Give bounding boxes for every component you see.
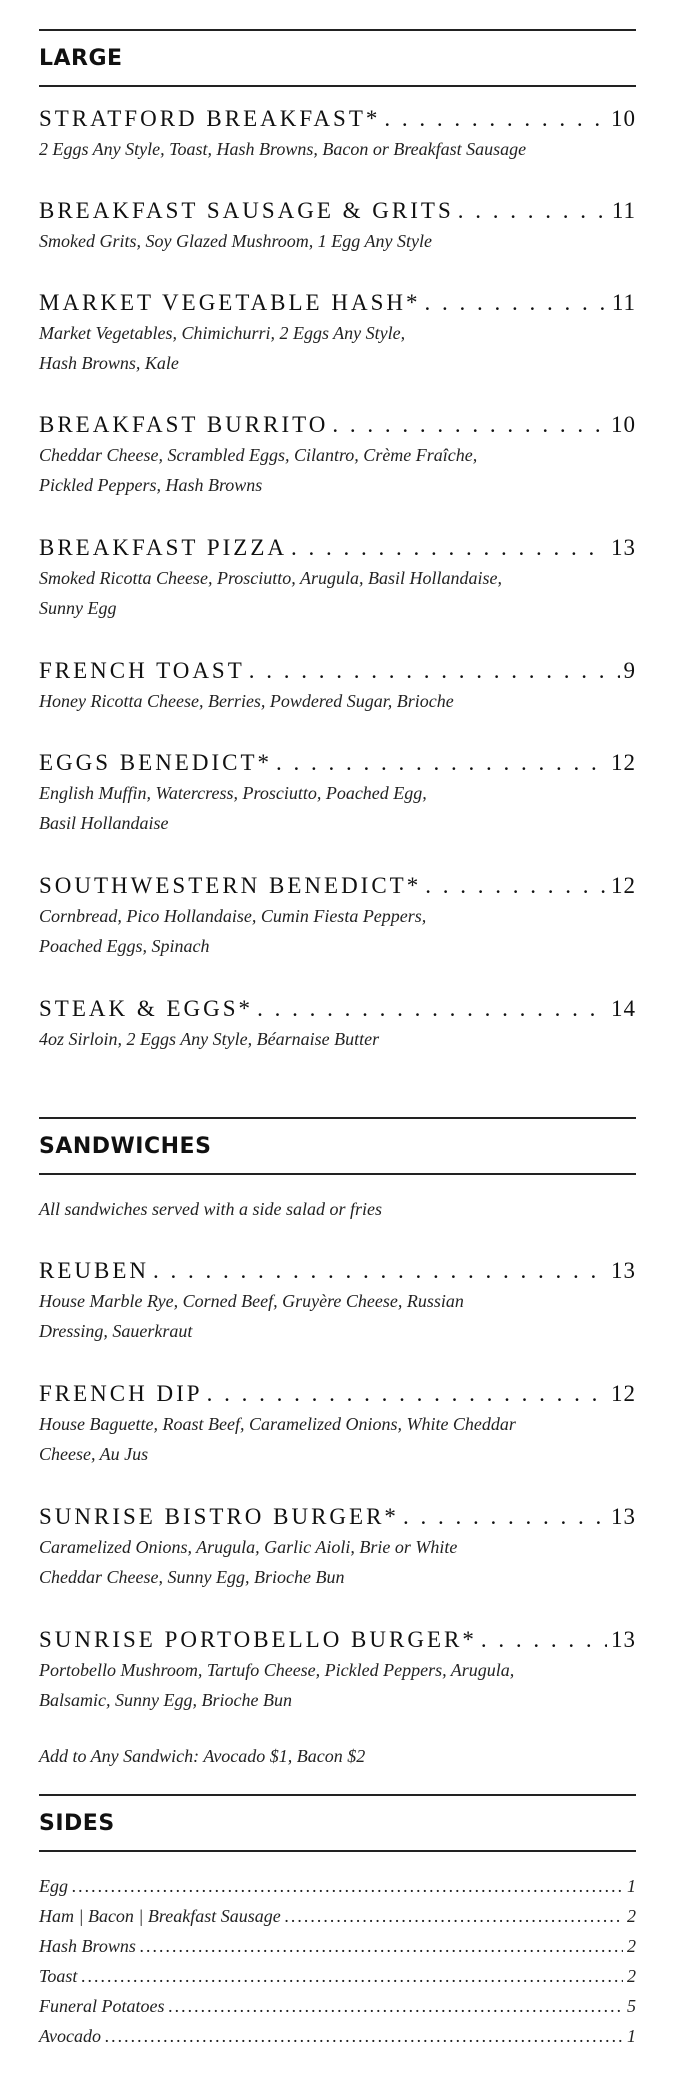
sandwich-addon-note: Add to Any Sandwich: Avocado $1, Bacon $2 <box>39 1746 366 1766</box>
side-name: Avocado <box>39 2026 101 2046</box>
section-header <box>39 29 636 87</box>
sandwich-note: All sandwiches served with a side salad or fries <box>39 1199 382 1219</box>
dot-leader <box>207 1381 607 1407</box>
item-description: Smoked Ricotta Cheese, Prosciutto, Arugula, Basil Hollandaise, Sunny Egg <box>39 568 502 618</box>
menu-item <box>39 1258 636 1346</box>
item-price: 10 <box>611 106 636 131</box>
menu-item <box>39 750 636 838</box>
dot-leader <box>285 1901 623 1931</box>
item-description: Market Vegetables, Chimichurri, 2 Eggs Any Style, Hash Browns, Kale <box>39 323 406 373</box>
dot-leader <box>332 412 607 438</box>
menu-item <box>39 535 636 623</box>
dot-leader <box>257 996 607 1022</box>
list-item <box>39 2021 636 2051</box>
dot-leader <box>384 106 607 132</box>
item-price: 12 <box>611 1381 636 1406</box>
item-description: English Muffin, Watercress, Prosciutto, Poached Egg, Basil Hollandaise <box>39 783 427 833</box>
dot-leader <box>249 658 620 684</box>
item-description: House Marble Rye, Corned Beef, Gruyère Cheese, Russian Dressing, Sauerkraut <box>39 1291 464 1341</box>
item-name: FRENCH TOAST <box>39 658 245 683</box>
menu-item <box>39 412 636 500</box>
item-price: 9 <box>623 658 636 683</box>
item-name: FRENCH DIP <box>39 1381 203 1406</box>
dot-leader <box>276 750 607 776</box>
item-name: STEAK & EGGS* <box>39 996 254 1021</box>
side-name: Ham | Bacon | Breakfast Sausage <box>39 1906 281 1926</box>
item-name: SUNRISE BISTRO BURGER* <box>39 1504 399 1529</box>
side-price: 1 <box>627 2026 636 2046</box>
sides-list <box>39 1871 636 2051</box>
item-name: REUBEN <box>39 1258 149 1283</box>
item-description: Cornbread, Pico Hollandaise, Cumin Fiesta Peppers, Poached Eggs, Spinach <box>39 906 427 956</box>
menu-item <box>39 1504 636 1592</box>
item-name: MARKET VEGETABLE HASH* <box>39 290 421 315</box>
side-name: Hash Browns <box>39 1936 136 1956</box>
list-item <box>39 1901 636 1931</box>
item-price: 13 <box>611 1627 636 1652</box>
dot-leader <box>481 1627 607 1653</box>
dot-leader <box>424 290 607 316</box>
dot-leader <box>403 1504 607 1530</box>
item-description: Honey Ricotta Cheese, Berries, Powdered Sugar, Brioche <box>39 691 454 711</box>
menu-item <box>39 198 636 256</box>
list-item <box>39 1991 636 2021</box>
section-title: SIDES <box>39 1810 115 1836</box>
list-item <box>39 1961 636 1991</box>
item-description: Portobello Mushroom, Tartufo Cheese, Pickled Peppers, Arugula, Balsamic, Sunny Egg, Brioche Bun <box>39 1660 515 1710</box>
item-description: 4oz Sirloin, 2 Eggs Any Style, Béarnaise Butter <box>39 1029 380 1049</box>
menu-item <box>39 290 636 378</box>
section-sandwiches <box>39 1117 636 1175</box>
section-sides <box>39 1794 636 1852</box>
item-description: Cheddar Cheese, Scrambled Eggs, Cilantro, Crème Fraîche, Pickled Peppers, Hash Browns <box>39 445 478 495</box>
side-price: 1 <box>627 1876 636 1896</box>
dot-leader <box>140 1931 623 1961</box>
menu-item <box>39 1381 636 1469</box>
item-name: BREAKFAST BURRITO <box>39 412 329 437</box>
dot-leader <box>72 1871 623 1901</box>
side-name: Funeral Potatoes <box>39 1996 165 2016</box>
dot-leader <box>425 873 607 899</box>
item-name: SOUTHWESTERN BENEDICT* <box>39 873 422 898</box>
item-name: BREAKFAST PIZZA <box>39 535 287 560</box>
item-name: SUNRISE PORTOBELLO BURGER* <box>39 1627 477 1652</box>
dot-leader <box>458 198 608 224</box>
section-header <box>39 1794 636 1852</box>
dot-leader <box>153 1258 607 1284</box>
menu-item <box>39 658 636 716</box>
section-title: SANDWICHES <box>39 1133 212 1159</box>
section-title: LARGE <box>39 45 123 71</box>
list-item <box>39 1871 636 1901</box>
section-header <box>39 1117 636 1175</box>
item-name: EGGS BENEDICT* <box>39 750 273 775</box>
section-large <box>39 29 636 87</box>
side-price: 2 <box>627 1966 636 1986</box>
dot-leader <box>168 1991 623 2021</box>
item-description: House Baguette, Roast Beef, Caramelized Onions, White Cheddar Cheese, Au Jus <box>39 1414 516 1464</box>
item-price: 11 <box>611 198 636 223</box>
side-price: 2 <box>627 1936 636 1956</box>
menu-item <box>39 1627 636 1715</box>
item-description: Caramelized Onions, Arugula, Garlic Aioli, Brie or White Cheddar Cheese, Sunny Egg, Brioche Bun <box>39 1537 458 1587</box>
dot-leader <box>105 2021 623 2051</box>
item-price: 12 <box>611 873 636 898</box>
item-price: 13 <box>611 1504 636 1529</box>
dot-leader <box>81 1961 623 1991</box>
menu-item <box>39 996 636 1054</box>
item-name: STRATFORD BREAKFAST* <box>39 106 381 131</box>
item-price: 11 <box>611 290 636 315</box>
item-name: BREAKFAST SAUSAGE & GRITS <box>39 198 454 223</box>
item-description: 2 Eggs Any Style, Toast, Hash Browns, Bacon or Breakfast Sausage <box>39 139 527 159</box>
item-price: 13 <box>611 535 636 560</box>
side-name: Egg <box>39 1876 68 1896</box>
item-price: 14 <box>611 996 636 1021</box>
menu-item <box>39 873 636 961</box>
list-item <box>39 1931 636 1961</box>
item-price: 13 <box>611 1258 636 1283</box>
side-price: 2 <box>627 1906 636 1926</box>
item-description: Smoked Grits, Soy Glazed Mushroom, 1 Egg Any Style <box>39 231 432 251</box>
dot-leader <box>291 535 607 561</box>
item-price: 10 <box>611 412 636 437</box>
item-price: 12 <box>611 750 636 775</box>
side-price: 5 <box>627 1996 636 2016</box>
menu-item <box>39 106 636 164</box>
side-name: Toast <box>39 1966 78 1986</box>
